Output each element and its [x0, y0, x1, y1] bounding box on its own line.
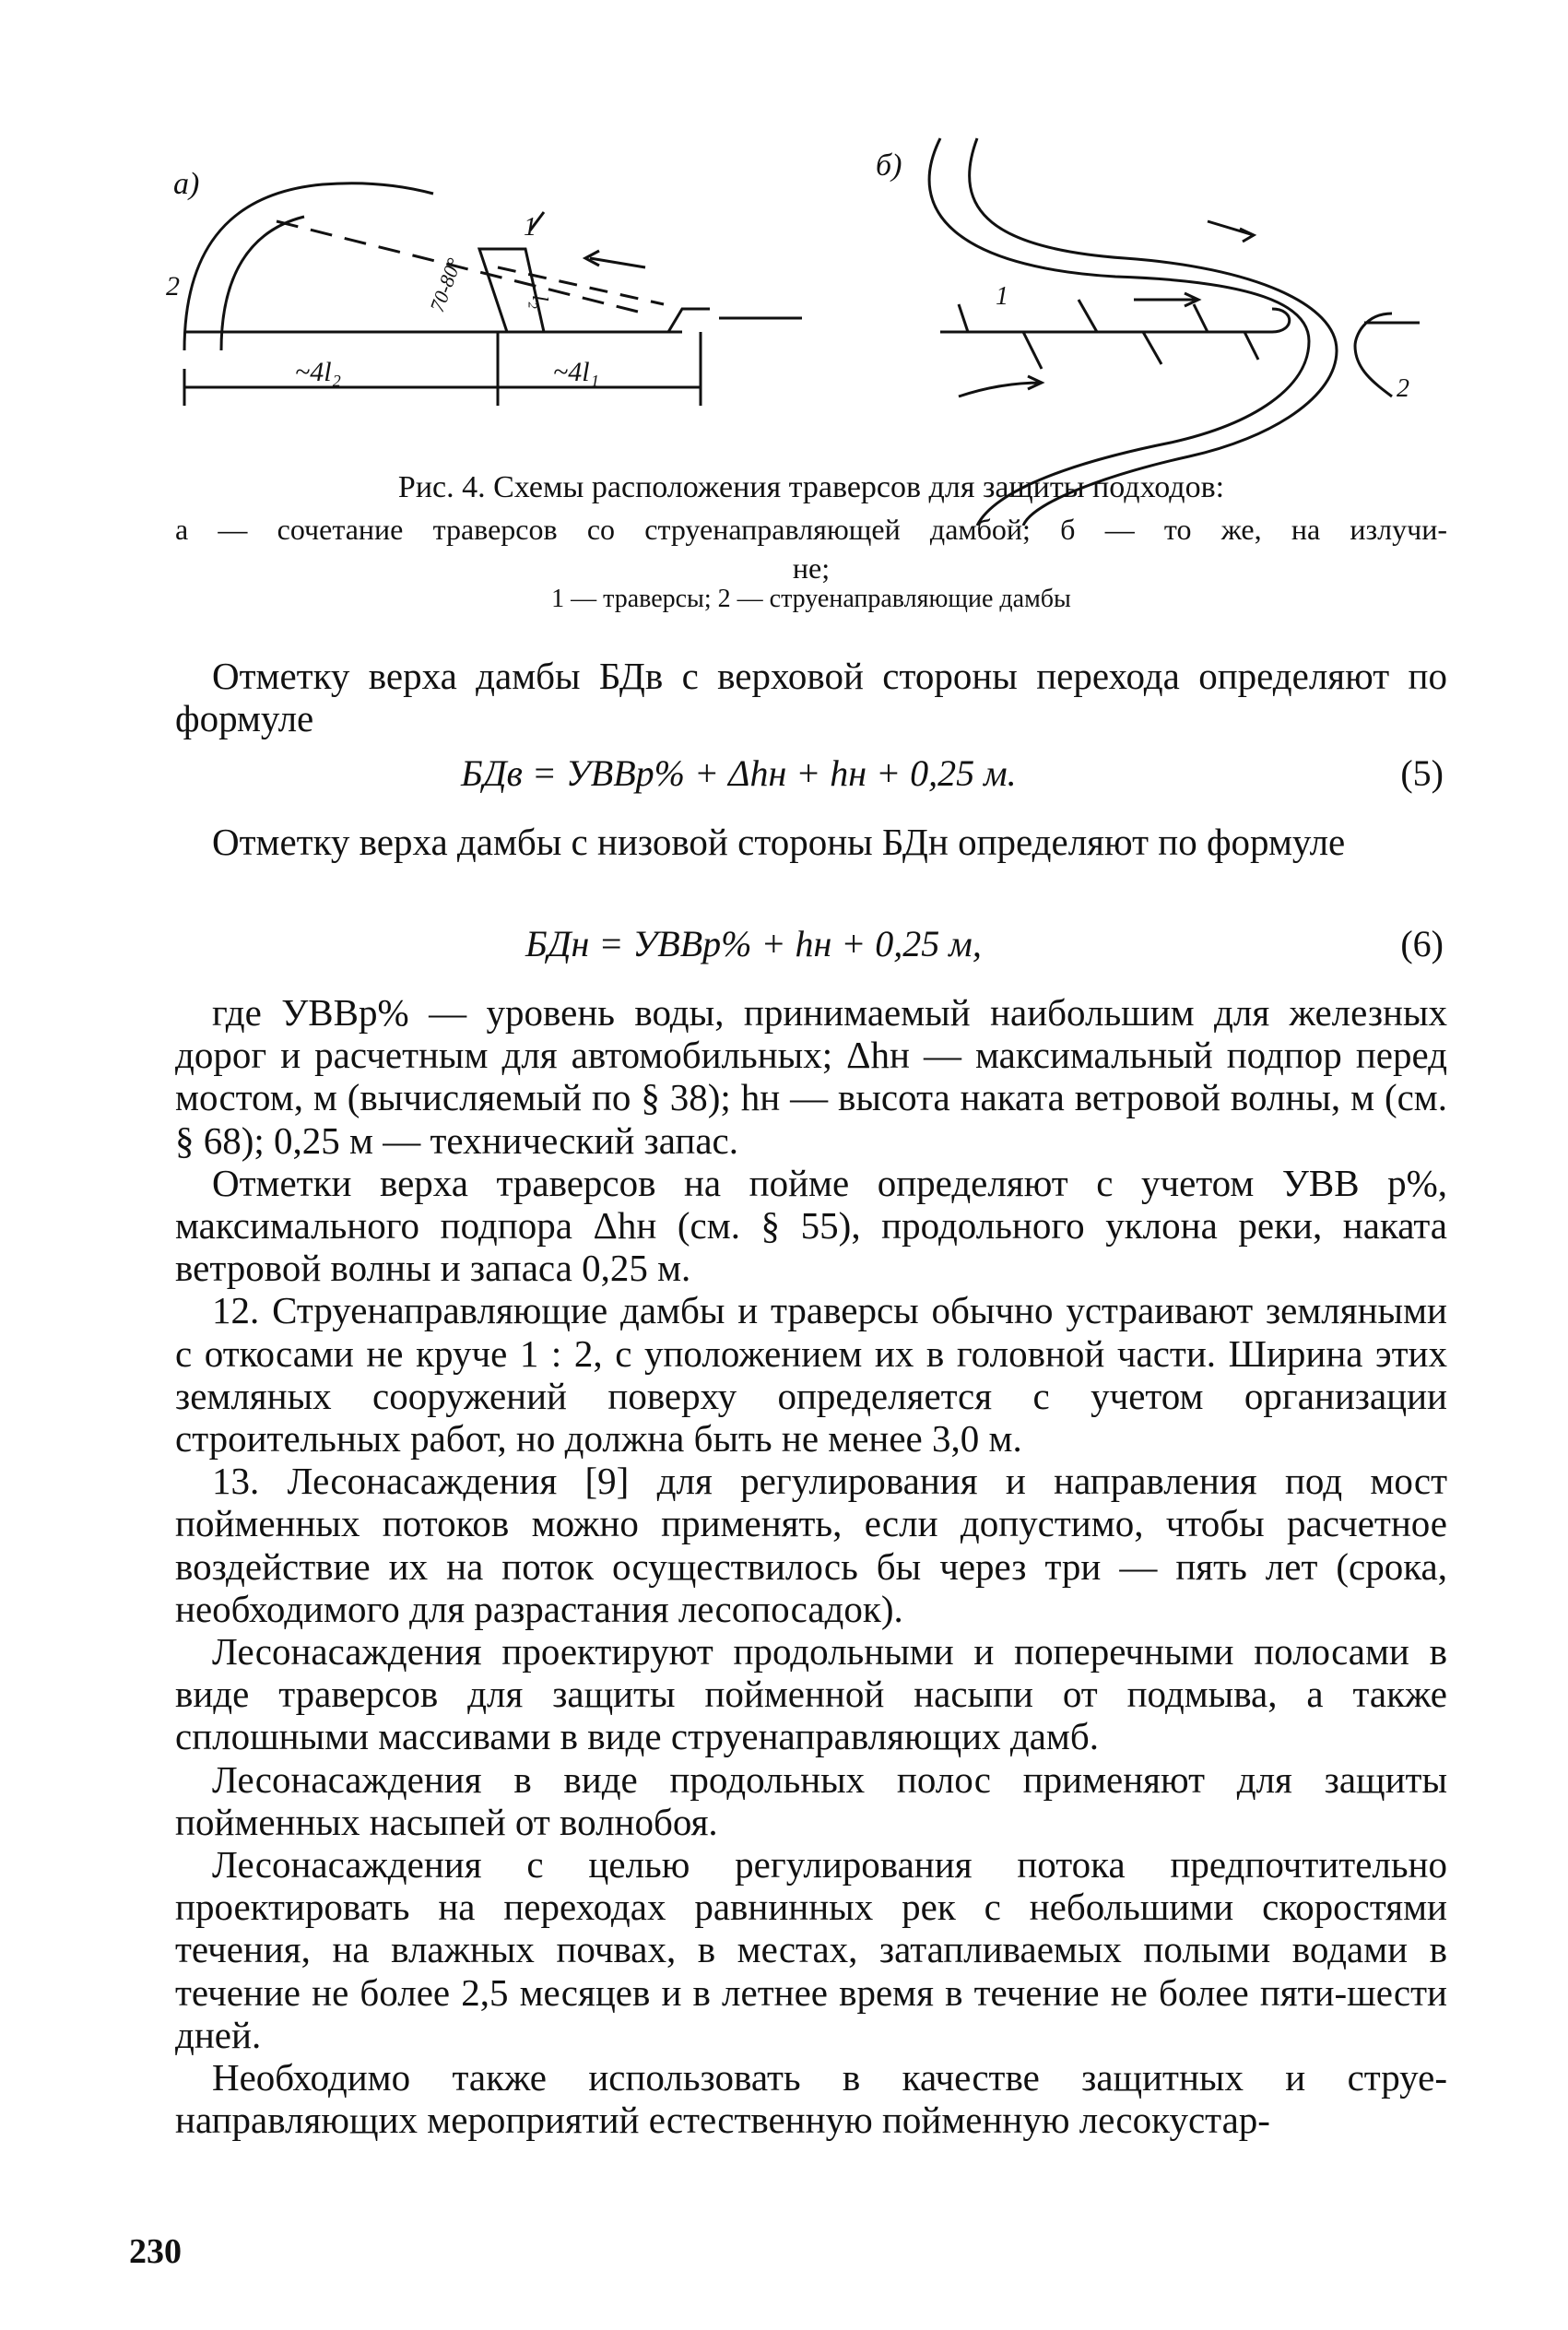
text-block-1 [175, 655, 1447, 739]
label-a-1: 1 [524, 213, 536, 242]
traverse-line-b-end [1272, 309, 1290, 332]
figure-caption-a: а — сочетание траверсов со струенаправляющей дамбой; б — то же, на излучи- [175, 513, 1447, 546]
label-b: б) [876, 148, 902, 183]
text-block-2 [175, 821, 1447, 863]
formula-5-number: (5) [1400, 752, 1444, 794]
label-angle: 70-80° [425, 254, 466, 315]
figure-caption-a-continued: не; [792, 551, 831, 585]
guide-dam-inner-curve [221, 217, 304, 350]
paragraph-3: где УВВр% — уровень воды, принимаемый наибольшим для железных дорог и расчетным для автомобильных; Δhн — максимальный подпор перед мостом, м (вычисляемый по § 38); hн — высота наката ветровой волны, м (см. § 68); 0,25 м — технический запас. [175, 991, 1447, 1162]
figure-caption-title: Рис. 4. Схемы расположения траверсов для защиты подходов: [397, 470, 1225, 504]
text-block-3 [175, 991, 1447, 2141]
paragraph-1: Отметку верха дамбы БДв с верховой стороны перехода определяют по формуле [175, 655, 1447, 740]
paragraph-8: Лесонасаждения в виде продольных полос применяют для защиты пойменных насыпей от волнобоя. [175, 1757, 1447, 1843]
flow-dash-2 [498, 267, 664, 304]
figure-part-a [166, 167, 802, 406]
paragraph-5: 12. Струенаправляющие дамбы и траверсы обычно устраивают земляными с откосами не круче 1 : 2, с уположением их в головной части. Ширина этих земляных сооружений поверху определяется с учетом организации строительных работ, но должна быть не менее 3,0 м. [175, 1289, 1447, 1461]
paragraph-4: Отметки верха траверсов на пойме определяют с учетом УВВ р%, максимального подпора Δhн (см. § 55), продольного уклона реки, наката ветровой волны и запаса 0,25 м. [175, 1161, 1447, 1290]
flow-arrow-b-low [959, 376, 1042, 396]
figure-4-schemes [166, 120, 1438, 526]
label-a: а) [173, 167, 200, 201]
formula-5: БДв = УВВр% + Δhн + hн + 0,25 м. [461, 752, 1017, 794]
flow-arrow-b-upper [1208, 221, 1254, 242]
paragraph-2: Отметку верха дамбы с низовой стороны БДн определяют по формуле [212, 821, 1346, 863]
dim-4l2: ~4l₂ [295, 357, 341, 387]
guide-dam-b [1355, 313, 1392, 396]
paragraph-9: Лесонасаждения с целью регулирования потока предпочтительно проектировать на переходах равнинных рек с небольшими скоростями течения, на влажных почвах, в местах, затапливаемых полыми водами в течение не более 2,5 месяцев и в летнее время в течение не более пяти-шести дней. [175, 1843, 1447, 2056]
label-b-1: 1 [996, 282, 1008, 311]
label-b-2: 2 [1397, 374, 1409, 403]
figure-part-b [876, 138, 1420, 526]
label-l2: l₂ [527, 295, 551, 310]
page-number: 230 [129, 2232, 182, 2271]
flow-arrow-b-top [1134, 293, 1198, 306]
dim-4l1: ~4l₁ [553, 357, 599, 387]
paragraph-10: Необходимо также использовать в качестве защитных и струенаправляющих мероприятий естественную пойменную лесокустар- [175, 2056, 1447, 2142]
figure-caption-legend: 1 — траверсы; 2 — струенаправляющие дамбы [551, 585, 1071, 613]
paragraph-7: Лесонасаждения проектируют продольными и поперечными полосами в виде траверсов для защиты пойменной насыпи от подмыва, а также сплошными массивами в виде струенаправляющих дамб. [175, 1630, 1447, 1758]
traverse-2 [668, 309, 710, 332]
traverse-1 [479, 249, 544, 332]
paragraph-6: 13. Лесонасаждения [9] для регулирования и направления под мост пойменных потоков можно применять, если допустимо, чтобы расчетное воздействие их на поток осуществилось бы через три — пять лет (срока, необходимого для разрастания лесопосадок). [175, 1460, 1447, 1630]
label-a-2: 2 [166, 271, 180, 302]
formula-6-number: (6) [1400, 923, 1444, 964]
formula-6: БДн = УВВр% + hн + 0,25 м, [525, 923, 982, 964]
